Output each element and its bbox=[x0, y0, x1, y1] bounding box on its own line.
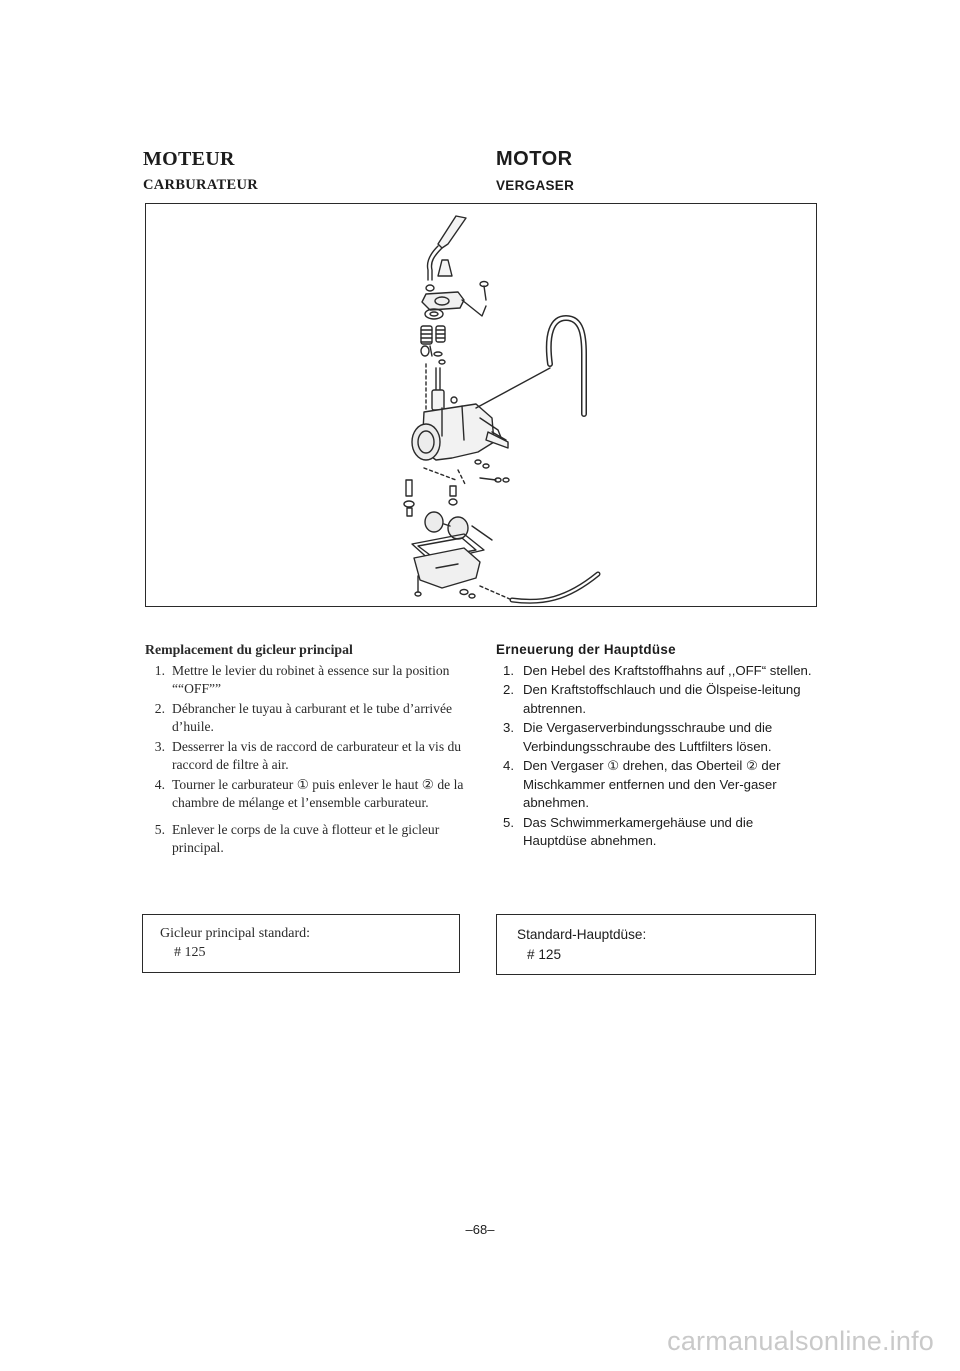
french-step-number: 4. bbox=[154, 776, 165, 792]
french-step-text: Mettre le levier du robinet à essence sur la position ““OFF”” bbox=[172, 662, 450, 696]
french-step bbox=[145, 662, 465, 699]
french-instructions bbox=[145, 641, 465, 859]
german-spec-box bbox=[496, 914, 816, 975]
german-section-title: Erneuerung der Hauptdüse bbox=[496, 642, 676, 657]
french-header-title: MOTEUR bbox=[143, 148, 235, 170]
german-header-title: MOTOR bbox=[496, 148, 573, 170]
french-step-number: 2. bbox=[154, 700, 165, 716]
german-step-text: Das Schwimmerkamergehäuse und die Hauptdüse abnehmen. bbox=[523, 814, 754, 848]
german-step-text: Die Vergaserverbindungsschraube und die Verbindungsschraube des Luftfilters lösen. bbox=[523, 720, 773, 754]
german-step bbox=[496, 814, 818, 851]
french-step bbox=[145, 738, 465, 775]
french-step-text: Enlever le corps de la cuve à flotteur et le gicleur principal. bbox=[172, 821, 440, 855]
german-step-text: Den Kraftstoffschlauch und die Ölspeise-leitung abtrennen. bbox=[523, 682, 801, 716]
german-step bbox=[496, 662, 818, 681]
french-step-number: 5. bbox=[154, 821, 165, 837]
french-step bbox=[145, 821, 465, 858]
german-instructions bbox=[496, 641, 818, 852]
german-step-number: 3. bbox=[503, 720, 514, 735]
french-spec-value: # 125 bbox=[174, 945, 206, 960]
french-step-text: Tourner le carburateur ① puis enlever le haut ② de la chambre de mélange et l’ensemble carburateur. bbox=[172, 776, 464, 810]
german-step-number: 2. bbox=[503, 682, 514, 697]
page-number: –68– bbox=[465, 1222, 495, 1237]
german-step-text: Den Vergaser ① drehen, das Oberteil ② der Mischkammer entfernen und den Ver-gaser abnehmen. bbox=[523, 758, 781, 810]
german-spec-value: # 125 bbox=[527, 947, 562, 962]
french-spec-label: Gicleur principal standard: bbox=[160, 926, 311, 941]
german-step bbox=[496, 681, 818, 718]
french-header-subtitle: CARBURATEUR bbox=[143, 177, 259, 193]
german-step-text: Den Hebel des Kraftstoffhahns auf ,,OFF“ stellen. bbox=[523, 662, 812, 678]
french-step bbox=[145, 776, 465, 813]
french-step-text: Débrancher le tuyau à carburant et le tube d’arrivée d’huile. bbox=[172, 700, 453, 734]
watermark: carmanualsonline.info bbox=[667, 1326, 934, 1356]
german-step bbox=[496, 757, 818, 813]
german-spec-label: Standard-Hauptdüse: bbox=[517, 927, 647, 942]
german-step bbox=[496, 719, 818, 756]
carburetor-figure bbox=[145, 203, 817, 607]
german-step-number: 4. bbox=[503, 758, 514, 773]
german-header-subtitle: VERGASER bbox=[496, 178, 575, 193]
french-spec-box bbox=[142, 914, 460, 973]
german-step-number: 1. bbox=[503, 662, 514, 678]
french-section-title: Remplacement du gicleur principal bbox=[145, 642, 353, 657]
german-step-number: 5. bbox=[503, 814, 514, 830]
french-step-text: Desserrer la vis de raccord de carburateur et la vis du raccord de filtre à air. bbox=[172, 738, 462, 772]
french-step bbox=[145, 700, 465, 737]
french-step-number: 1. bbox=[154, 662, 165, 678]
french-step-number: 3. bbox=[154, 738, 165, 754]
carburetor-exploded-view-icon bbox=[146, 204, 818, 608]
